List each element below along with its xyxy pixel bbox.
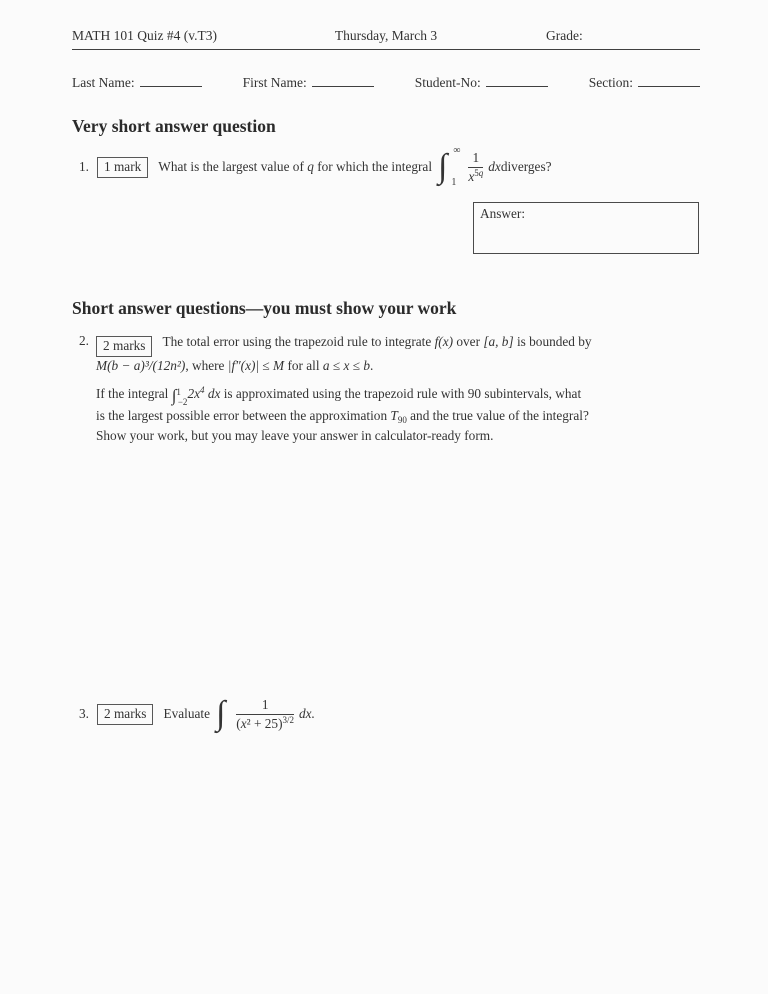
q3-den-exponent: 3/2 xyxy=(282,714,295,725)
q2-math-second-deriv: |f″(x)| ≤ M xyxy=(227,358,285,373)
section-group xyxy=(589,74,700,92)
integral-sign: ∫ xyxy=(215,695,226,732)
question-2 xyxy=(72,333,700,444)
q2-para2-line-2 xyxy=(96,407,700,427)
q2-text-i: is the largest possible error between the approximation xyxy=(96,408,391,423)
q2-integrand-dx: dx xyxy=(204,385,221,401)
integral-upper-limit: 1 xyxy=(176,386,181,397)
integral-lower-limit: −2 xyxy=(177,396,188,407)
q3-den-open: ( xyxy=(236,715,241,731)
integral-q3 xyxy=(216,695,228,733)
q2-math-fx: f(x) xyxy=(434,334,454,349)
fraction-numerator: 1 xyxy=(468,150,483,168)
first-name-label: First Name: xyxy=(242,75,307,90)
fraction-numerator: 1 xyxy=(236,697,294,715)
q2-integrand xyxy=(187,386,220,401)
q2-text-c: is bounded by xyxy=(513,334,592,349)
integral-sign: ∫ xyxy=(171,385,177,405)
q1-den-exponent xyxy=(474,168,483,178)
last-name-group xyxy=(72,74,202,92)
section-blank xyxy=(638,74,700,87)
q2-T-subscript: 90 xyxy=(397,415,407,425)
q1-dx: dx xyxy=(488,159,501,174)
student-no-label: Student-No: xyxy=(414,75,481,90)
q3-den-rest: ² + 25) xyxy=(246,715,283,731)
answer-label: Answer: xyxy=(480,206,526,221)
student-no-blank xyxy=(486,74,548,87)
q2-math-bound: M(b − a)³/(12n²) xyxy=(96,358,186,373)
last-name-blank xyxy=(140,74,202,87)
q1-exp-coef: 5 xyxy=(474,167,479,178)
fraction-q1 xyxy=(468,150,483,185)
q1-var-q: q xyxy=(307,159,314,174)
q2-text-h: is approximated using the trapezoid rule with 90 subintervals, what xyxy=(220,385,582,401)
quiz-date: Thursday, March 3 xyxy=(334,28,438,43)
q2-text-k: Show your work, but you may leave your answer in calculator-ready form. xyxy=(96,427,494,443)
q1-exp-var: q xyxy=(478,167,484,178)
name-row xyxy=(72,74,700,92)
q2-para2-line-3 xyxy=(96,427,700,445)
answer-box xyxy=(473,202,699,254)
q3-dx: dx. xyxy=(299,706,315,721)
question-1 xyxy=(72,144,700,190)
q2-math-range: a ≤ x ≤ b xyxy=(322,358,370,373)
q2-math-ab: [a, b] xyxy=(483,334,514,349)
q2-line-2 xyxy=(96,357,700,376)
q2-paragraph-2 xyxy=(96,385,700,445)
first-name-group xyxy=(243,74,374,92)
q2-integrand-base: 2x xyxy=(187,385,200,401)
question-3-marks-box: 2 marks xyxy=(97,704,153,725)
q2-para2-line-1 xyxy=(96,385,700,408)
student-no-group xyxy=(415,74,548,92)
section-label: Section: xyxy=(588,75,633,90)
integral-sign: ∫ xyxy=(438,148,448,185)
section-heading-short-answer: Short answer questions—you must show your work xyxy=(72,298,457,318)
q2-integrand-exponent: 4 xyxy=(200,384,205,395)
q1-text-a: What is the largest value of xyxy=(158,159,308,174)
question-2-number: 2. xyxy=(79,333,89,348)
course-title: MATH 101 Quiz #4 (v.T3) xyxy=(72,28,217,43)
header-rule xyxy=(72,49,700,50)
first-name-blank xyxy=(312,74,374,87)
q2-text-g: If the integral xyxy=(96,385,172,401)
q2-text-f: . xyxy=(370,358,374,373)
q2-text-e: for all xyxy=(284,358,323,373)
q1-text-b: for which the integral xyxy=(313,159,433,174)
header-row xyxy=(72,27,700,45)
integral-lower-limit: 1 xyxy=(451,177,457,188)
q2-T-symbol: T xyxy=(390,408,398,423)
question-3 xyxy=(72,688,700,740)
integral-q2 xyxy=(172,387,188,408)
q3-text-a: Evaluate xyxy=(163,706,210,721)
q2-line-1 xyxy=(96,333,700,357)
q2-text-j: and the true value of the integral? xyxy=(406,408,589,423)
fraction-denominator xyxy=(236,715,294,732)
last-name-label: Last Name: xyxy=(72,75,135,90)
q2-text-a: The total error using the trapezoid rule to integrate xyxy=(162,334,435,349)
q2-text-d: , where xyxy=(185,358,228,373)
q2-text-b: over xyxy=(453,334,484,349)
section-heading-very-short: Very short answer question xyxy=(72,116,276,136)
q1-text-c: diverges? xyxy=(500,159,552,174)
question-1-text xyxy=(158,159,432,175)
question-1-marks-box: 1 mark xyxy=(97,157,148,178)
fraction-denominator xyxy=(468,168,483,185)
q3-den-var: x xyxy=(240,715,247,731)
integral-upper-limit: ∞ xyxy=(453,145,461,156)
grade-label: Grade: xyxy=(546,28,583,43)
fraction-q3 xyxy=(236,697,294,732)
question-2-marks-box: 2 marks xyxy=(96,336,152,357)
q1-den-base: x xyxy=(468,168,475,184)
question-3-number: 3. xyxy=(79,706,89,721)
integral-q1 xyxy=(438,145,461,188)
question-1-number: 1. xyxy=(79,159,89,174)
